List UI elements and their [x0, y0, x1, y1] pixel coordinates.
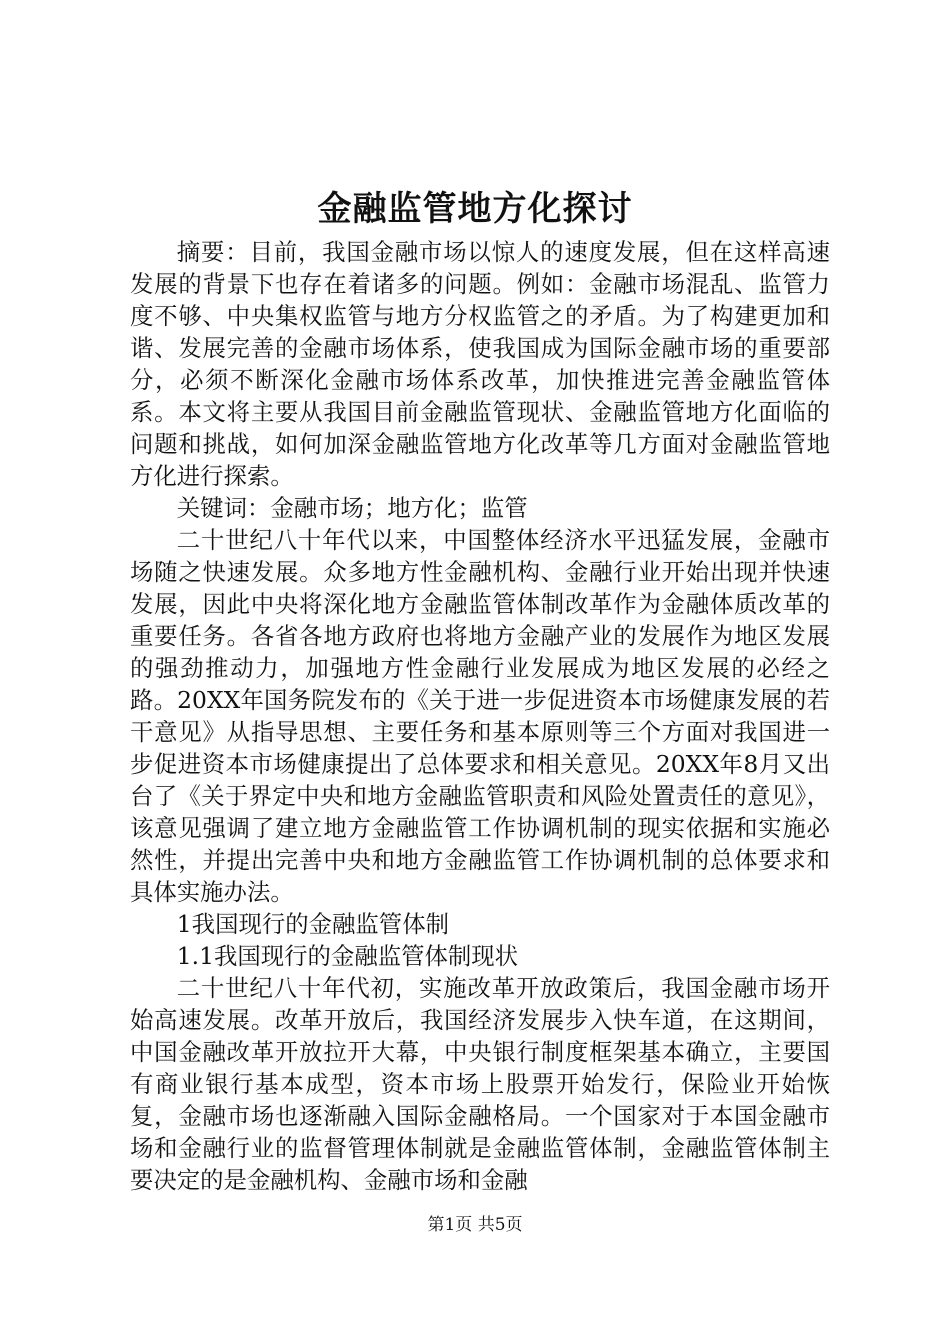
- section-body-paragraph: 二十世纪八十年代初，实施改革开放政策后，我国金融市场开始高速发展。改革开放后，我国经济发展步入快车道，在这期间，中国金融改革开放拉开大幕，中央银行制度框架基本确立，主要国有商业银行基本成型，资本市场上股票开始发行，保险业开始恢复，金融市场也逐渐融入国际金融格局。一个国家对于本国金融市场和金融行业的监督管理体制就是金融监管体制，金融监管体制主要决定的是金融机构、金融市场和金融: [130, 974, 830, 1194]
- document-title: 金融监管地方化探讨: [317, 189, 633, 229]
- section-heading-1: 1我国现行的金融监管体制: [176, 910, 449, 938]
- document-body: [130, 236, 830, 1196]
- intro-paragraph: 二十世纪八十年代以来，中国整体经济水平迅猛发展，金融市场随之快速发展。众多地方性金融机构、金融行业开始出现并快速发展，因此中央将深化地方金融监管体制改革作为金融体质改革的重要任务。各省各地方政府也将地方金融产业的发展作为地区发展的强劲推动力，加强地方性金融行业发展成为地区发展的必经之路。20XX年国务院发布的《关于进一步促进资本市场健康发展的若干意见》从指导思想、主要任务和基本原则等三个方面对我国进一步促进资本市场健康提出了总体要求和相关意见。20XX年8月又出台了《关于界定中央和地方金融监管职责和风险处置责任的意见》，该意见强调了建立地方金融监管工作协调机制的现实依据和实施必然性，并提出完善中央和地方金融监管工作协调机制的总体要求和具体实施办法。: [130, 526, 830, 906]
- page-footer: 第1页 共5页: [427, 1215, 523, 1235]
- abstract-paragraph: 摘要：目前，我国金融市场以惊人的速度发展，但在这样高速发展的背景下也存在着诸多的问题。例如：金融市场混乱、监管力度不够、中央集权监管与地方分权监管之的矛盾。为了构建更加和谐、发展完善的金融市场体系，使我国成为国际金融市场的重要部分，必须不断深化金融市场体系改革，加快推进完善金融监管体系。本文将主要从我国目前金融监管现状、金融监管地方化面临的问题和挑战，如何加深金融监管地方化改革等几方面对金融监管地方化进行探索。: [130, 238, 830, 490]
- section-heading-1-1: 1.1我国现行的金融监管体制现状: [176, 942, 519, 970]
- keywords-paragraph: 关键词：金融市场；地方化；监管: [176, 494, 528, 522]
